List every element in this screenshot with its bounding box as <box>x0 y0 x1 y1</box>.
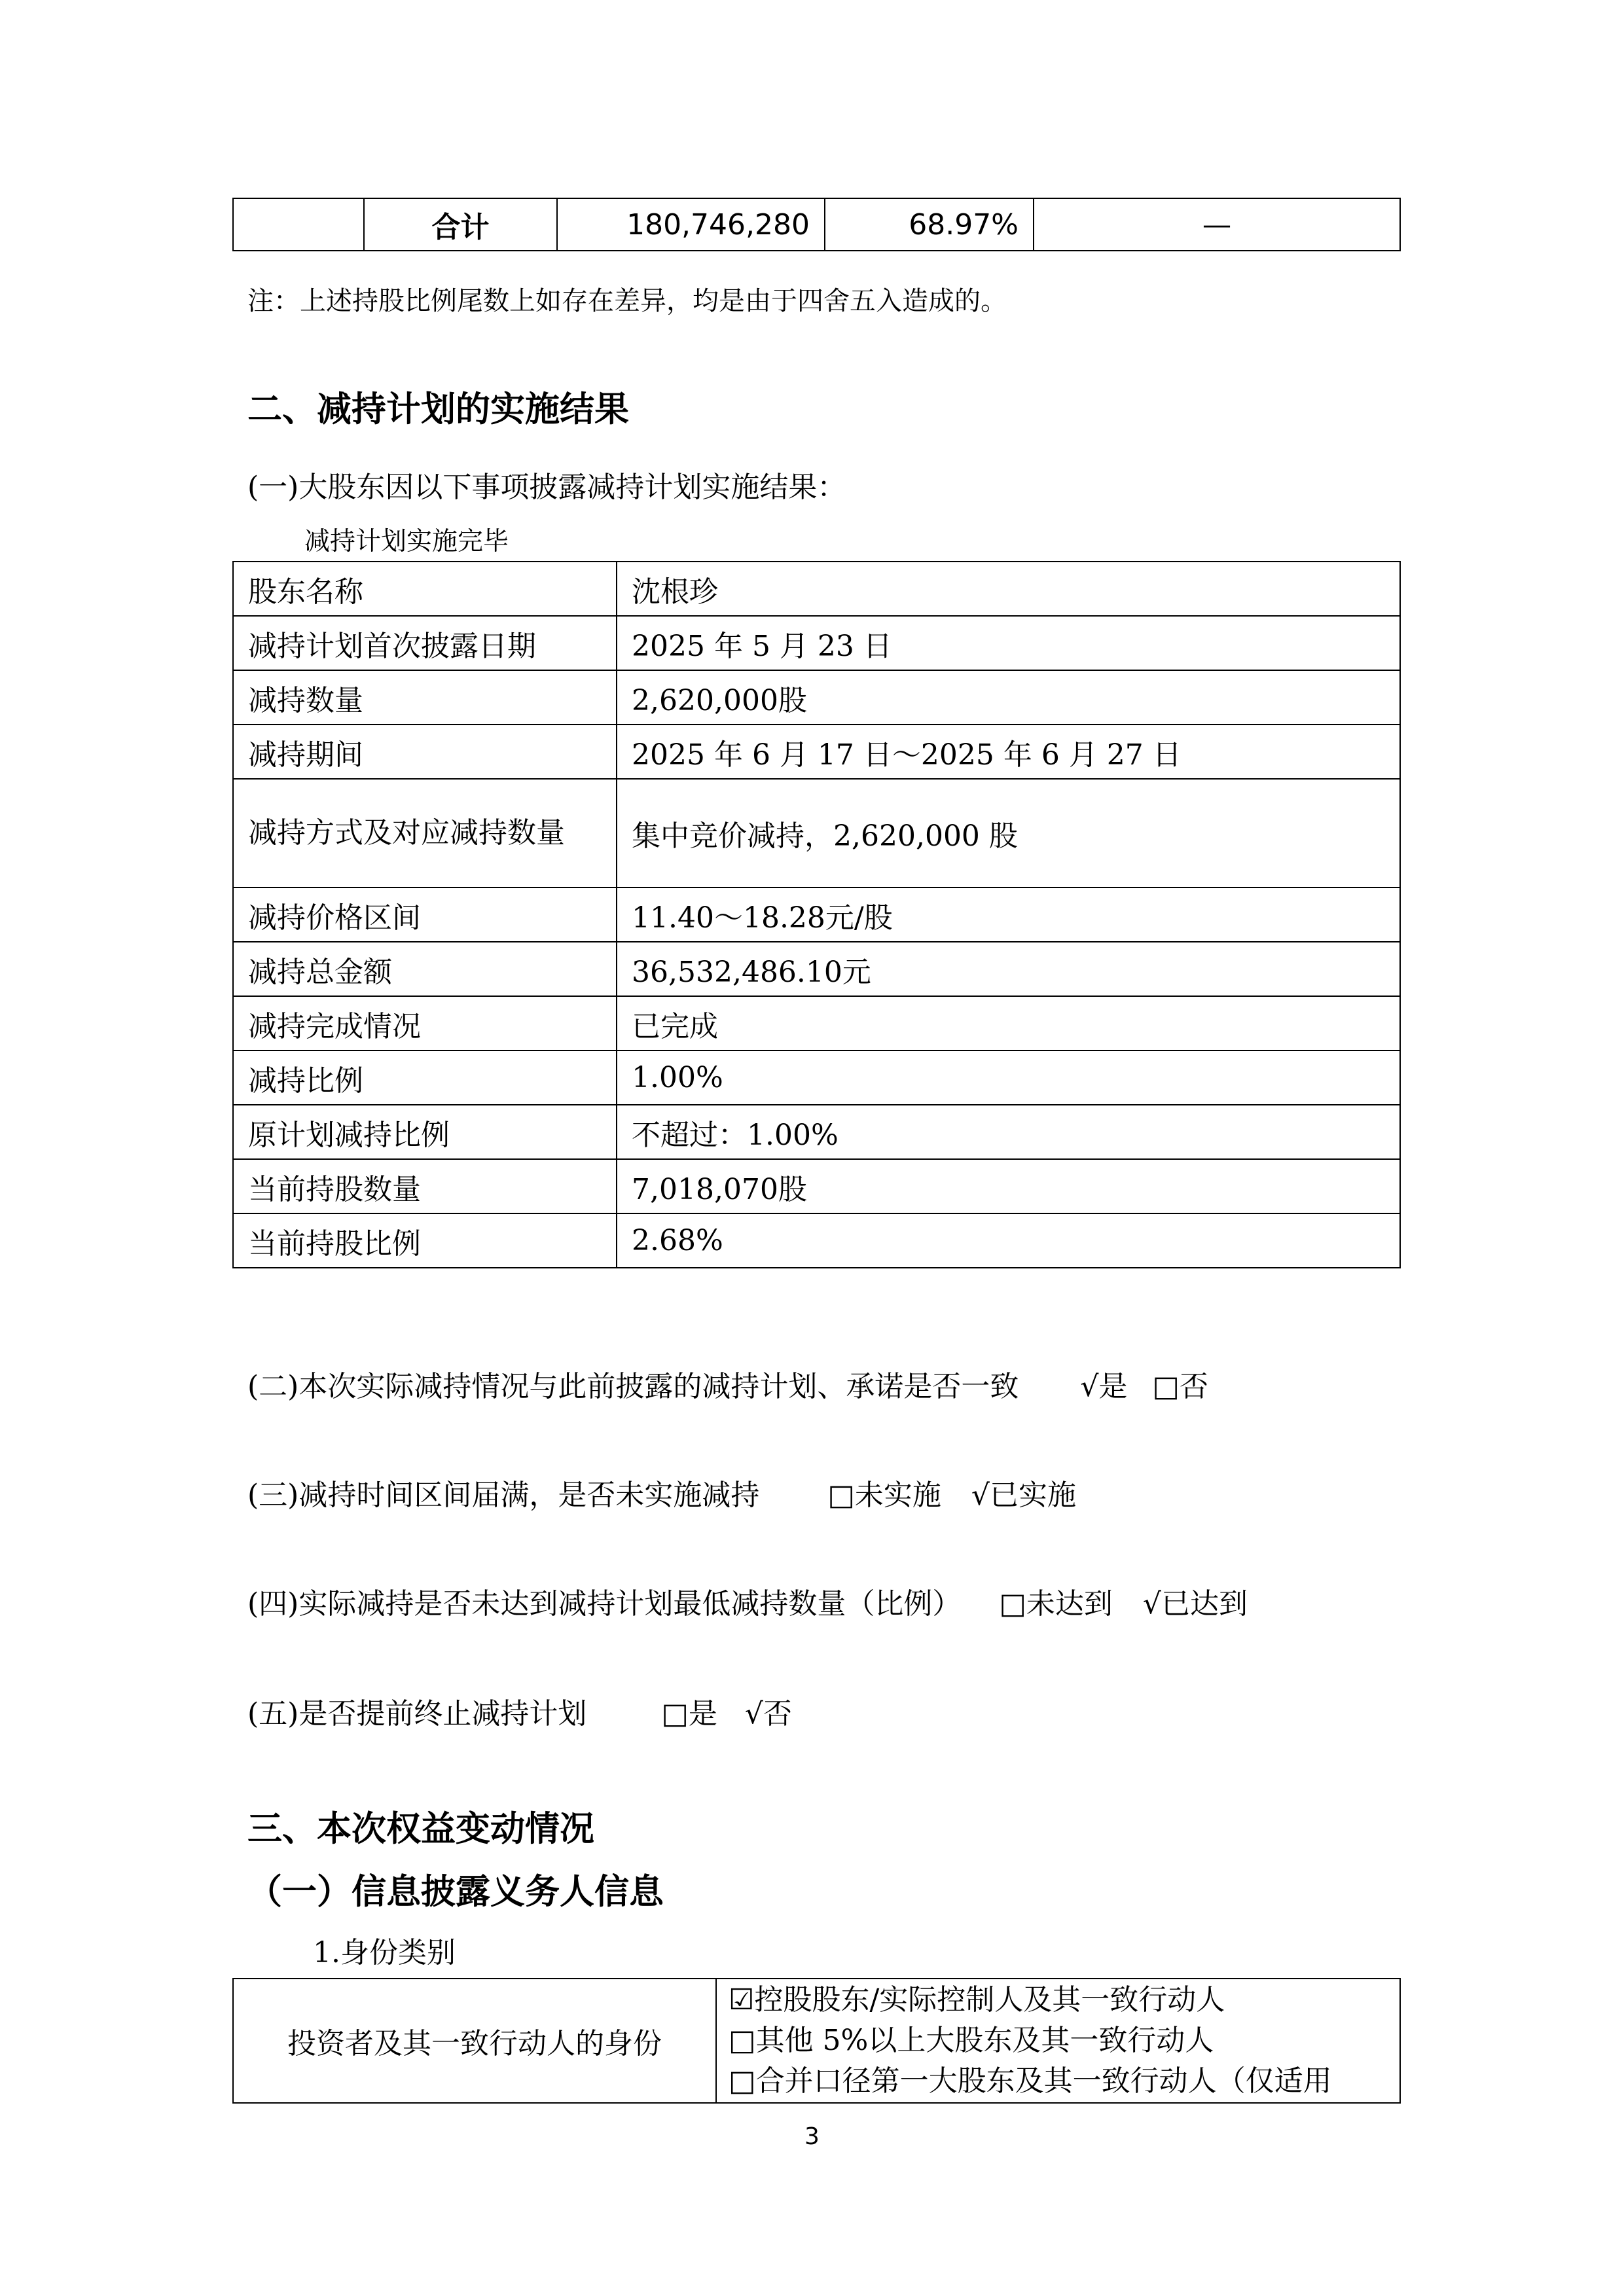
row-key: 减持价格区间 <box>233 888 617 942</box>
question-2-no-option[interactable]: □否 <box>1152 1370 1208 1403</box>
identity-table <box>232 1978 1401 2104</box>
row-key: 当前持股数量 <box>233 1159 617 1213</box>
row-value: 集中竞价减持，2,620,000 股 <box>617 779 1400 888</box>
table-row <box>233 888 1400 942</box>
row-value: 1.00% <box>617 1050 1400 1105</box>
table-row <box>233 1050 1400 1105</box>
question-5-no-option[interactable]: √否 <box>744 1697 792 1731</box>
row-value: 36,532,486.10元 <box>617 942 1400 996</box>
question-2-yes-option[interactable]: √是 <box>1080 1370 1128 1403</box>
row-value: 2025 年 5 月 23 日 <box>617 616 1400 670</box>
row-value: 2.68% <box>617 1213 1400 1268</box>
rounding-note: 注：上述持股比例尾数上如存在差异，均是由于四舍五入造成的。 <box>247 286 1007 316</box>
identity-option-largest-consolidated[interactable]: □合并口径第一大股东及其一致行动人（仅适用 <box>729 2064 1332 2098</box>
table-row <box>233 1159 1400 1213</box>
row-key: 减持计划首次披露日期 <box>233 616 617 670</box>
total-label: 合计 <box>364 198 557 251</box>
row-key: 减持比例 <box>233 1050 617 1105</box>
row-key: 减持期间 <box>233 725 617 779</box>
question-3 <box>247 1471 1076 1513</box>
row-key: 股东名称 <box>233 562 617 616</box>
table-row <box>233 562 1400 616</box>
identity-option-major-5pct[interactable]: □其他 5%以上大股东及其一致行动人 <box>729 2024 1214 2057</box>
question-3-not-implemented-option[interactable]: □未实施 <box>827 1479 941 1512</box>
holding-summary-table <box>232 198 1401 251</box>
total-remark: — <box>1034 198 1400 251</box>
plan-status: 减持计划实施完毕 <box>304 527 509 556</box>
table-row <box>233 779 1400 888</box>
row-key: 减持总金额 <box>233 942 617 996</box>
table-row <box>233 1979 1400 2103</box>
row-value: 沈根珍 <box>617 562 1400 616</box>
total-shares: 180,746,280 <box>557 198 825 251</box>
section3-title: 三、本次权益变动情况 <box>247 1809 594 1849</box>
identity-option-controlling[interactable]: ☑控股股东/实际控制人及其一致行动人 <box>729 1983 1225 2017</box>
row-key: 减持完成情况 <box>233 996 617 1050</box>
table-row <box>233 670 1400 725</box>
section2-title: 二、减持计划的实施结果 <box>247 389 629 429</box>
section3-subtitle: （一）信息披露义务人信息 <box>247 1872 664 1912</box>
table-row <box>233 1213 1400 1268</box>
row-key: 减持方式及对应减持数量 <box>233 779 617 888</box>
question-4-not-reached-option[interactable]: □未达到 <box>999 1587 1113 1621</box>
total-ratio: 68.97% <box>825 198 1034 251</box>
identity-category-heading: 1.身份类别 <box>313 1936 456 1969</box>
row-value: 2,620,000股 <box>617 670 1400 725</box>
question-2 <box>247 1363 1208 1405</box>
page-number: 3 <box>804 2123 820 2150</box>
row-value: 11.40～18.28元/股 <box>617 888 1400 942</box>
table-row <box>233 996 1400 1050</box>
question-4 <box>247 1580 1248 1622</box>
row-value: 已完成 <box>617 996 1400 1050</box>
question-4-reached-option[interactable]: √已达到 <box>1142 1587 1248 1621</box>
empty-cell <box>233 198 364 251</box>
identity-label: 投资者及其一致行动人的身份 <box>233 1979 716 2103</box>
row-value: 7,018,070股 <box>617 1159 1400 1213</box>
table-row <box>233 942 1400 996</box>
table-row <box>233 616 1400 670</box>
table-row <box>233 1105 1400 1159</box>
row-key: 当前持股比例 <box>233 1213 617 1268</box>
row-value: 2025 年 6 月 17 日～2025 年 6 月 27 日 <box>617 725 1400 779</box>
question-3-implemented-option[interactable]: √已实施 <box>971 1479 1076 1512</box>
table-row <box>233 725 1400 779</box>
row-value: 不超过：1.00% <box>617 1105 1400 1159</box>
question-5 <box>247 1690 792 1732</box>
row-key: 减持数量 <box>233 670 617 725</box>
identity-options <box>716 1979 1400 2103</box>
question-5-yes-option[interactable]: □是 <box>661 1697 717 1731</box>
question-5-text: (五)是否提前终止减持计划 <box>247 1697 587 1731</box>
question-4-text: (四)实际减持是否未达到减持计划最低减持数量（比例） <box>247 1587 962 1621</box>
question-2-text: (二)本次实际减持情况与此前披露的减持计划、承诺是否一致 <box>247 1370 1019 1403</box>
question-3-text: (三)减持时间区间届满，是否未实施减持 <box>247 1479 760 1512</box>
table-row <box>233 198 1400 251</box>
row-key: 原计划减持比例 <box>233 1105 617 1159</box>
section2-subtitle: (一)大股东因以下事项披露减持计划实施结果： <box>247 471 846 504</box>
reduction-detail-table <box>232 561 1401 1268</box>
